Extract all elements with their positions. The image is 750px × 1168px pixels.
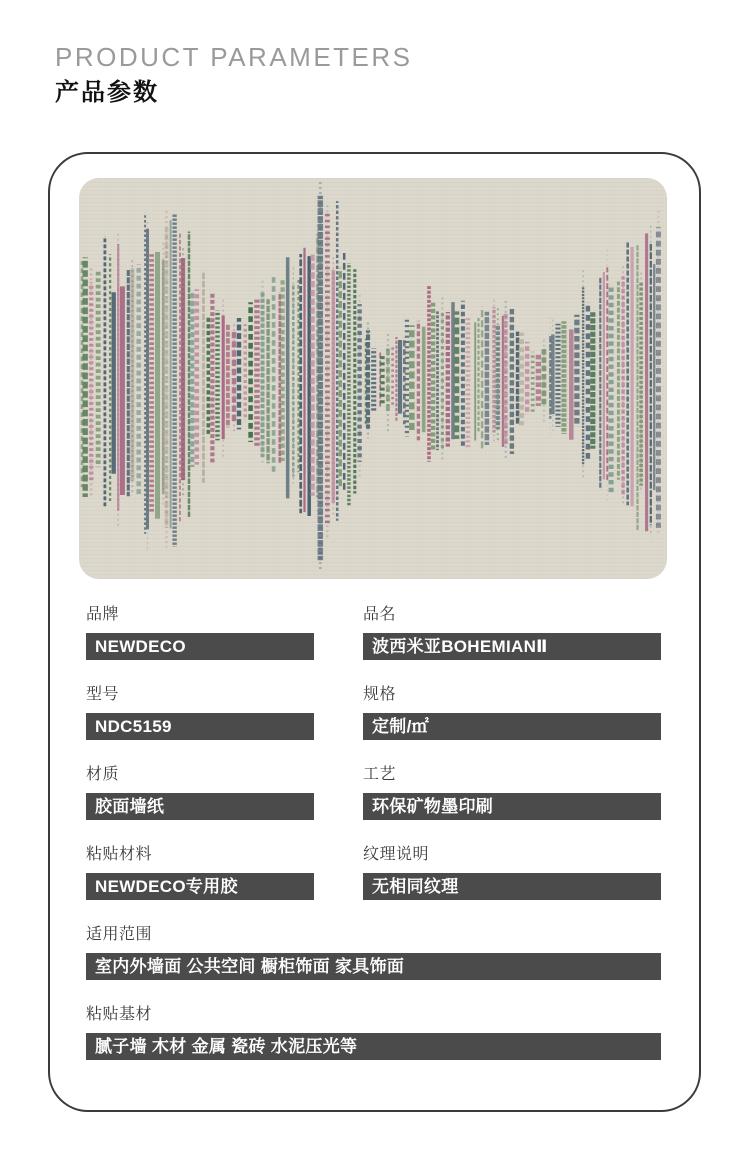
field-scope-label: 适用范围 xyxy=(86,926,153,943)
field-texture xyxy=(363,845,661,900)
wallpaper-waveform xyxy=(79,178,667,579)
field-spec-value: 定制/㎡ xyxy=(363,713,661,740)
fields-list xyxy=(86,605,661,1085)
field-craft xyxy=(363,765,661,820)
field-material-label: 材质 xyxy=(86,766,120,783)
field-row-5 xyxy=(86,925,661,980)
field-row-4 xyxy=(86,845,661,900)
field-texture-value: 无相同纹理 xyxy=(363,873,661,900)
field-row-1 xyxy=(86,605,661,660)
field-craft-value: 环保矿物墨印刷 xyxy=(363,793,661,820)
field-substrate-value: 腻子墙 木材 金属 瓷砖 水泥压光等 xyxy=(86,1033,661,1060)
field-product-name-value: 波西米亚BOHEMIANⅡ xyxy=(363,633,661,660)
field-material xyxy=(86,765,314,820)
field-spec xyxy=(363,685,661,740)
product-image xyxy=(79,178,667,579)
field-adhesive-label: 粘贴材料 xyxy=(86,846,153,863)
field-spec-label: 规格 xyxy=(363,686,397,703)
field-brand xyxy=(86,605,314,660)
header-title-zh: 产品参数 xyxy=(55,79,159,106)
field-substrate-label: 粘贴基材 xyxy=(86,1006,153,1023)
field-product-name-label: 品名 xyxy=(363,606,397,623)
page-header xyxy=(55,42,413,108)
field-texture-label: 纹理说明 xyxy=(363,846,430,863)
field-adhesive xyxy=(86,845,314,900)
field-model-label: 型号 xyxy=(86,686,120,703)
field-material-value: 胶面墙纸 xyxy=(86,793,314,820)
field-craft-label: 工艺 xyxy=(363,766,397,783)
field-brand-label: 品牌 xyxy=(86,606,120,623)
field-substrate xyxy=(86,1005,661,1060)
field-row-3 xyxy=(86,765,661,820)
parameters-card xyxy=(48,152,701,1112)
field-row-6 xyxy=(86,1005,661,1060)
field-model xyxy=(86,685,314,740)
field-model-value: NDC5159 xyxy=(86,713,314,740)
field-product-name xyxy=(363,605,661,660)
field-scope xyxy=(86,925,661,980)
field-adhesive-value: NEWDECO专用胶 xyxy=(86,873,314,900)
field-scope-value: 室内外墙面 公共空间 橱柜饰面 家具饰面 xyxy=(86,953,661,980)
field-brand-value: NEWDECO xyxy=(86,633,314,660)
field-row-2 xyxy=(86,685,661,740)
header-title-en: PRODUCT PARAMETERS xyxy=(55,42,413,72)
